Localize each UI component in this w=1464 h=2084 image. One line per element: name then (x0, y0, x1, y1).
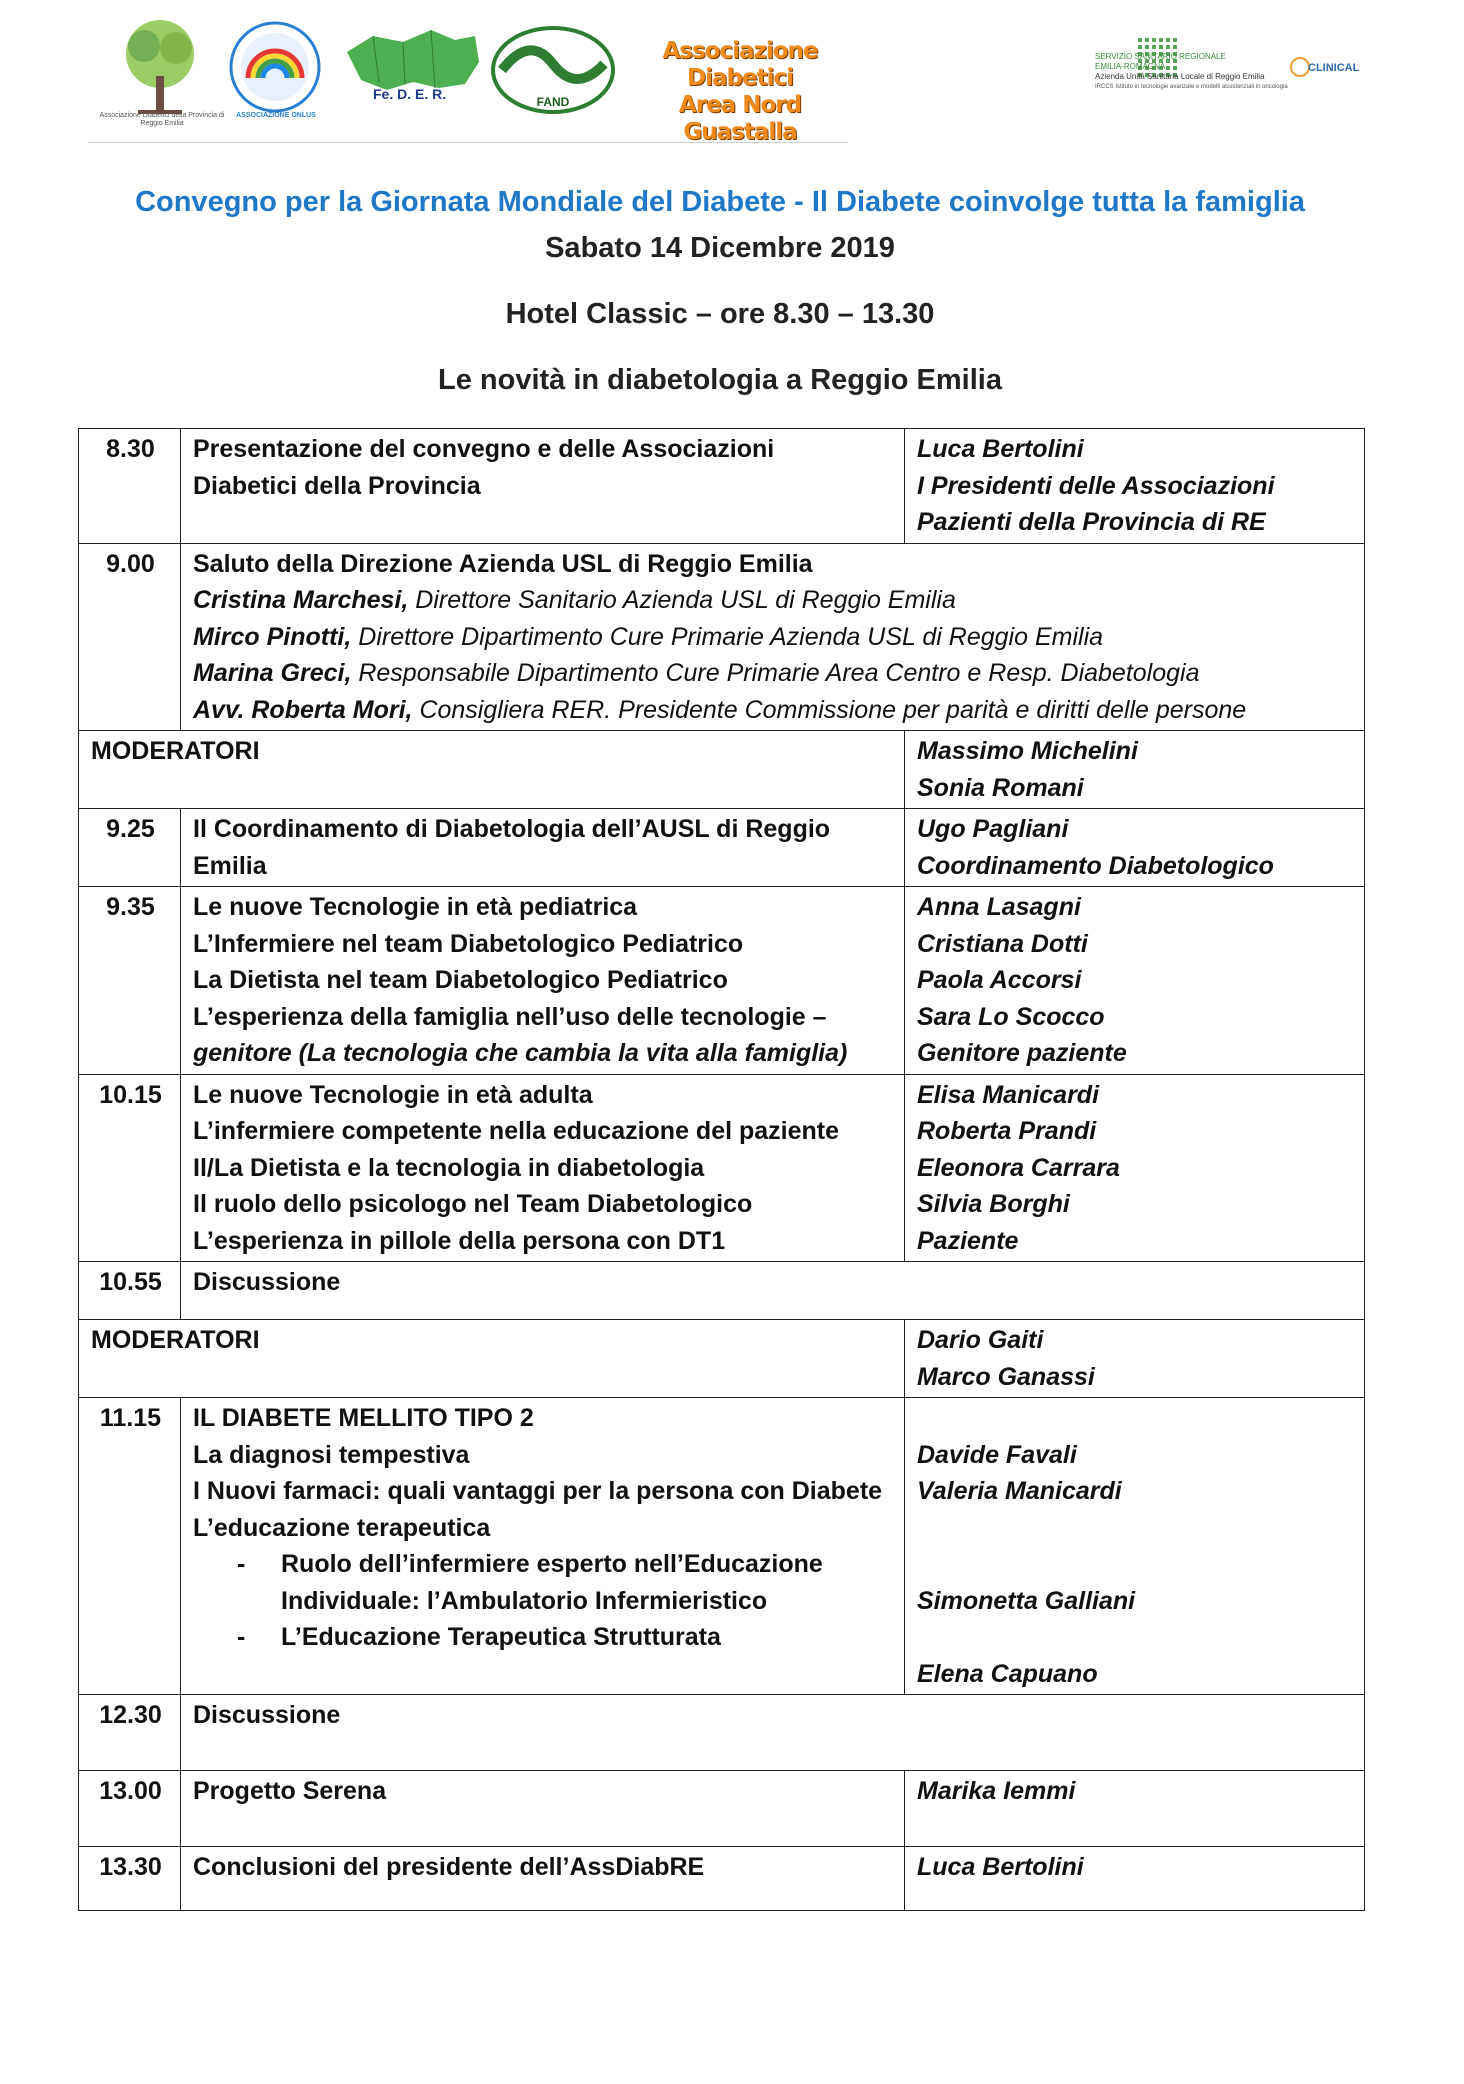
greeting-role: Direttore Sanitario Azienda USL di Reggio Emilia (408, 586, 956, 614)
speaker: Davide Favali (917, 1440, 1077, 1469)
row-time: 10.15 (79, 1074, 181, 1262)
fand-logo-icon (490, 24, 616, 116)
ssr-line3: Azienda Unità Sanitaria Locale di Reggio Emilia (1095, 72, 1265, 81)
table-row (79, 1262, 1365, 1320)
row-time: 11.15 (79, 1398, 181, 1695)
clinical-label: CLINICAL (1308, 62, 1360, 74)
program-table (78, 428, 1365, 1911)
table-row (79, 1320, 1365, 1398)
row-speakers (905, 809, 1365, 887)
row-time: 9.35 (79, 887, 181, 1075)
row-topic (181, 429, 905, 544)
emilia-romagna-map-icon (343, 22, 483, 122)
speaker: Ugo Pagliani (917, 815, 1069, 843)
speaker: Massimo Michelini (917, 737, 1138, 765)
greeting-name: Marina Greci, (193, 659, 352, 687)
table-row (79, 731, 1365, 809)
ssr-line1: SERVIZIO SANITARIO REGIONALE (1095, 52, 1226, 61)
event-subtitle: Le novità in diabetologia a Reggio Emilia (438, 364, 1002, 396)
speaker: Coordinamento Diabetologico (917, 851, 1274, 880)
row-topic (181, 887, 905, 1075)
greeting-role: Direttore Dipartimento Cure Primarie Azienda USL di Reggio Emilia (351, 622, 1104, 651)
topic-subitem: - L’Educazione Terapeutica Strutturata (193, 1619, 894, 1656)
row-time: 8.30 (79, 429, 181, 544)
topic-line: L’Infermiere nel team Diabetologico Pediatrico (193, 929, 744, 958)
moderators-label: MODERATORI (79, 1320, 905, 1398)
topic-line: Le nuove Tecnologie in età adulta (193, 1080, 593, 1109)
speaker: Roberta Prandi (917, 1117, 1097, 1145)
speaker: Sonia Romani (917, 773, 1084, 802)
greeting-name: Mirco Pinotti, (193, 622, 352, 651)
greeting-line (193, 692, 1354, 729)
row-time: 9.00 (79, 543, 181, 731)
topic-line: IL DIABETE MELLITO TIPO 2 (193, 1404, 534, 1432)
ssr-line4: IRCCS Istituto in tecnologie avanzate e modelli assistenziali in oncologia (1095, 84, 1288, 90)
logo-strip (88, 0, 848, 143)
row-speakers (905, 1074, 1365, 1262)
greeting-name: Cristina Marchesi, (193, 586, 409, 614)
row-speakers (905, 1398, 1365, 1695)
row-topic (181, 543, 1365, 731)
speaker: Paziente (917, 1226, 1019, 1255)
speaker: Marco Ganassi (917, 1362, 1095, 1391)
tree-logo-icon (118, 18, 202, 122)
ssr-text (1095, 52, 1295, 92)
assoc-nord-line1: Associazione Diabetici (662, 38, 818, 91)
topic-line: L’esperienza in pillole della persona con DT1 (193, 1226, 726, 1255)
row-speakers (905, 429, 1365, 544)
speaker-spacer (917, 1510, 1354, 1547)
topic-line: genitore (La tecnologia che cambia la vita alla famiglia) (193, 1039, 848, 1067)
fand-label: FAND (536, 95, 570, 109)
row-topic (181, 809, 905, 887)
speaker: Anna Lasagni (917, 893, 1081, 921)
row-time: 13.00 (79, 1771, 181, 1847)
rainbow-logo-caption: ASSOCIAZIONE ONLUS (236, 112, 316, 119)
topic-line: L’educazione terapeutica (193, 1513, 491, 1542)
row-speakers (905, 731, 1365, 809)
feder-label: Fe. D. E. R. (373, 86, 447, 102)
topic-line: Presentazione del convegno e delle Associazioni (193, 435, 775, 463)
topic-subitem: - Ruolo dell’infermiere esperto nell’Educazione Individuale: l’Ambulatorio Infermieristico (193, 1546, 894, 1619)
tree-logo-caption: Associazione Diabetici della Provincia di Reggio Emilia (99, 112, 225, 127)
row-topic (181, 1398, 905, 1695)
speaker: Cristiana Dotti (917, 929, 1088, 958)
speaker: Genitore paziente (917, 1039, 1127, 1067)
row-time: 13.30 (79, 1847, 181, 1911)
table-row (79, 1771, 1365, 1847)
table-row (79, 1074, 1365, 1262)
row-time: 9.25 (79, 809, 181, 887)
table-row (79, 1847, 1365, 1911)
speaker: Eleonora Carrara (917, 1153, 1120, 1182)
table-row (79, 543, 1365, 731)
speaker: Sara Lo Scocco (917, 1002, 1105, 1031)
row-topic (181, 1074, 905, 1262)
assoc-nord-line2: Area Nord Guastalla (678, 92, 802, 145)
topic-line: Il/La Dietista e la tecnologia in diabetologia (193, 1153, 705, 1182)
topic-line: I Nuovi farmaci: quali vantaggi per la persona con Diabete (193, 1477, 883, 1505)
speaker-spacer (917, 1619, 1354, 1656)
speaker: I Presidenti delle Associazioni (917, 471, 1275, 500)
topic-line: L’infermiere competente nella educazione del paziente (193, 1117, 840, 1145)
assoc-nord-logo (640, 38, 840, 146)
main-title: Convegno per la Giornata Mondiale del Diabete - Il Diabete coinvolge tutta la famiglia (135, 186, 1305, 218)
topic-line: La Dietista nel team Diabetologico Pediatrico (193, 966, 728, 994)
greeting-line (193, 619, 1354, 656)
row-topic: Discussione (181, 1695, 1365, 1771)
moderators-label: MODERATORI (79, 731, 905, 809)
speaker: Valeria Manicardi (917, 1477, 1122, 1505)
clinical-logo-icon (1290, 52, 1360, 82)
speaker: Pazienti della Provincia di RE (917, 508, 1266, 536)
table-row (79, 1398, 1365, 1695)
event-date: Sabato 14 Dicembre 2019 (545, 232, 895, 264)
speaker: Elisa Manicardi (917, 1080, 1100, 1109)
row-topic: Progetto Serena (181, 1771, 905, 1847)
greeting-role: Consigliera RER. Presidente Commissione per parità e diritti delle persone (412, 695, 1247, 724)
topic-line: Saluto della Direzione Azienda USL di Reggio Emilia (193, 549, 813, 578)
speaker: Elena Capuano (917, 1659, 1098, 1688)
greeting-line (193, 655, 1354, 692)
topic-line: Diabetici della Provincia (193, 471, 481, 500)
speaker: Silvia Borghi (917, 1190, 1070, 1218)
topic-line: Le nuove Tecnologie in età pediatrica (193, 893, 638, 921)
event-venue: Hotel Classic – ore 8.30 – 13.30 (505, 298, 935, 330)
speaker-spacer (917, 1400, 1354, 1437)
row-topic: Discussione (181, 1262, 1365, 1320)
row-speakers (905, 1320, 1365, 1398)
topic-line: La diagnosi tempestiva (193, 1440, 470, 1469)
table-row (79, 887, 1365, 1075)
ssr-line2: EMILIA-ROMAGNA (1095, 62, 1166, 71)
speaker: Paola Accorsi (917, 966, 1082, 994)
row-speakers: Marika Iemmi (905, 1771, 1365, 1847)
table-row (79, 809, 1365, 887)
greeting-name: Avv. Roberta Mori, (193, 695, 413, 724)
speaker-spacer (917, 1546, 1354, 1583)
rainbow-logo-icon (228, 20, 322, 114)
speaker: Luca Bertolini (917, 435, 1084, 463)
row-speakers: Luca Bertolini (905, 1847, 1365, 1911)
topic-line: Il Coordinamento di Diabetologia dell’AUSL di Reggio Emilia (193, 815, 831, 880)
table-row (79, 429, 1365, 544)
row-speakers (905, 887, 1365, 1075)
row-time: 12.30 (79, 1695, 181, 1771)
greeting-line (193, 582, 1354, 619)
table-row (79, 1695, 1365, 1771)
greeting-role: Responsabile Dipartimento Cure Primarie Area Centro e Resp. Diabetologia (351, 659, 1200, 687)
speaker: Simonetta Galliani (917, 1586, 1136, 1615)
topic-line: Il ruolo dello psicologo nel Team Diabetologico (193, 1190, 753, 1218)
speaker: Dario Gaiti (917, 1326, 1044, 1354)
topic-line: L’esperienza della famiglia nell’uso delle tecnologie – (193, 1002, 827, 1031)
row-topic: Conclusioni del presidente dell’AssDiabRE (181, 1847, 905, 1911)
row-time: 10.55 (79, 1262, 181, 1320)
